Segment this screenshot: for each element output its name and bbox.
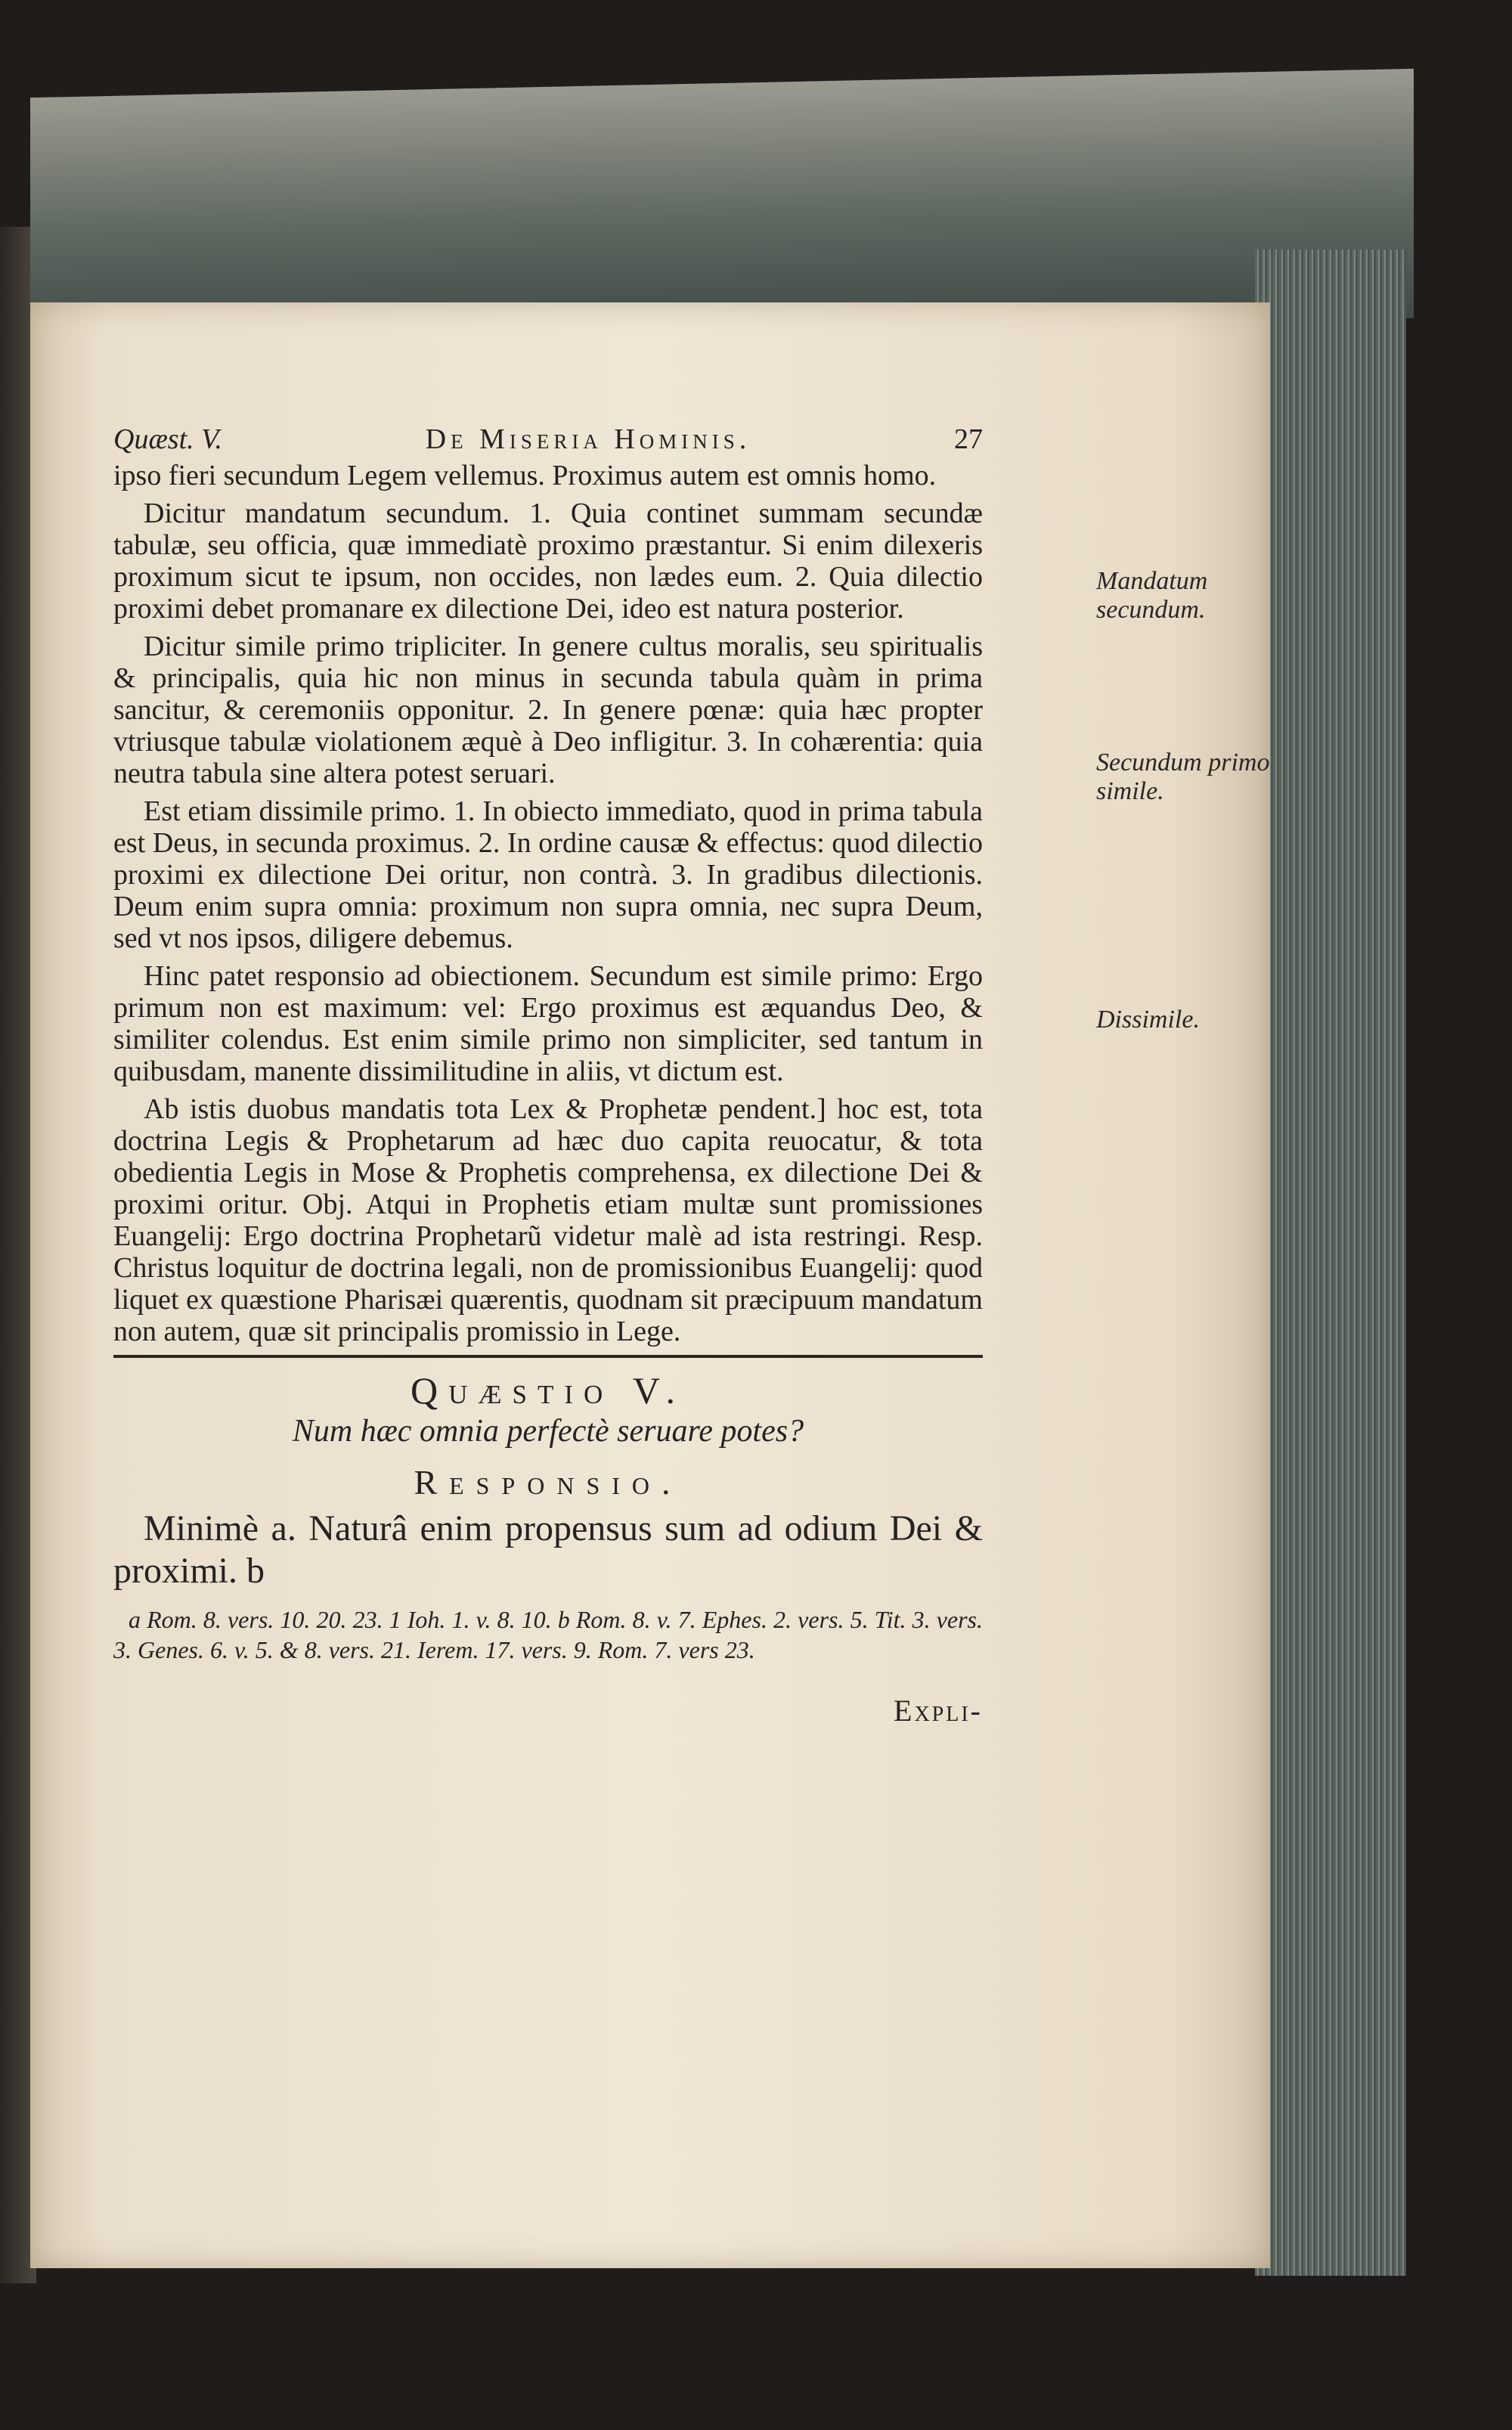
paragraph-5: Hinc patet responsio ad obiectionem. Secundum est simile primo: Ergo primum non est maximum: vel: Ergo proximus est æquandus Deo, & similiter colendus. Est enim simile primo non simpliciter, sed tantum in quibusdam, manente dissimilitudine in aliis, vt dictum est.: [113, 960, 983, 1087]
paragraph-6: Ab istis duobus mandatis tota Lex & Prophetæ pendent.] hoc est, tota doctrina Legis & Prophetarum ad hæc duo capita reuocatur, & tota obedientia Legis in Mose & Prophetis comprehensa, ex dilectione Dei & proximi oritur. Obj. Atqui in Prophetis etiam multæ sunt promissiones Euangelij: Ergo doctrina Prophetarũ videtur malè ad ista restringi. Resp. Christus loquitur de doctrina legali, non de promissionibus Euangelij: quod liquet ex quæstione Pharisæi quærentis, quodnam sit præcipuum mandatum non autem, quæ sit principalis promissio in Lege.: [113, 1093, 983, 1347]
margin-note-3: Dissimile.: [1096, 1006, 1200, 1034]
page-text-block: [113, 423, 1270, 1728]
paragraph-2: Dicitur mandatum secundum. 1. Quia continet summam secundæ tabulæ, seu officia, quæ immediatè proximo præstantur. Si enim dilexeris proximum sicut te ipsum, non occides, non lædes eum. 2. Quia dilectio proximi debet promanare ex dilectione Dei, ideo est natura posterior.: [113, 497, 983, 625]
book-fore-edge: [1255, 250, 1406, 2276]
running-head: [113, 423, 983, 455]
paragraph-3: Dicitur simile primo tripliciter. In genere cultus moralis, seu spiritualis & principalis, quia hic non minus in secunda tabula quàm in prima sancitur, & ceremoniis opponitur. 2. In genere pœnæ: quia hæc propter vtriusque tabulæ violationem æquè à Deo infligitur. 3. In cohærentia: quia neutra tabula sine altera potest seruari.: [113, 631, 983, 789]
running-head-title: De Miseria Hominis.: [425, 423, 751, 455]
response-title: Responsio.: [414, 1463, 683, 1502]
page-number: 27: [954, 423, 983, 455]
footnotes: a Rom. 8. vers. 10. 20. 23. 1 Ioh. 1. v. 8. 10. b Rom. 8. v. 7. Ephes. 2. vers. 5. Tit. 3. vers. 3. Genes. 6. v. 5. & 8. vers. 21. Ierem. 17. vers. 9. Rom. 7. vers 23.: [113, 1606, 983, 1663]
paragraph-4: Est etiam dissimile primo. 1. In obiecto immediato, quod in prima tabula est Deus, in secunda proximus. 2. In ordine causæ & effectus: quod dilectio proximi ex dilectione Dei oritur, non contrà. 3. In gradibus dilectionis. Deum enim supra omnia: proximum non supra omnia, nec supra Deum, sed vt nos ipsos, diligere debemus.: [113, 795, 983, 954]
margin-note-1: Mandatum secundum.: [1096, 567, 1208, 624]
margin-note-2: Secundum primo simile.: [1096, 749, 1270, 805]
catchword: Expli-: [894, 1694, 983, 1728]
running-head-section: Quæst. V.: [113, 423, 222, 455]
question-title: Quæstio V.: [410, 1369, 686, 1412]
paragraph-1: ipso fieri secundum Legem vellemus. Proximus autem est omnis homo.: [113, 460, 937, 491]
question-subtitle: Num hæc omnia perfectè seruare potes?: [292, 1414, 804, 1449]
response-text: Minimè a. Naturâ enim propensus sum ad odium Dei & proximi. b: [113, 1508, 983, 1591]
section-divider: [113, 1355, 983, 1358]
